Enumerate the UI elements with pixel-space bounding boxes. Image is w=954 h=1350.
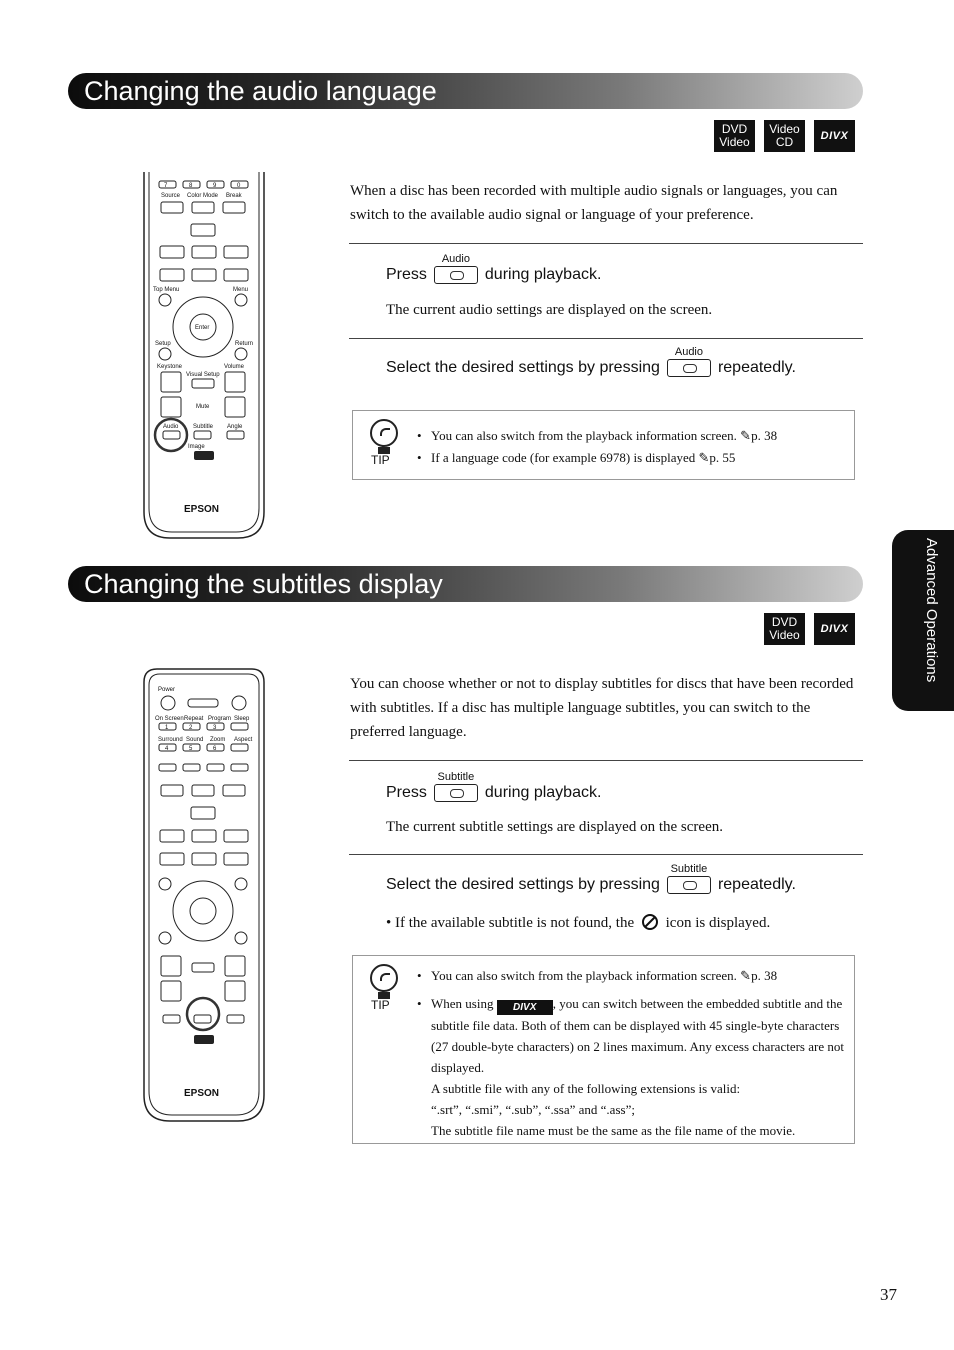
remote-control-illustration-subtitle <box>142 667 267 1127</box>
step-text: Press <box>386 266 427 283</box>
subtitle-button-icon <box>667 876 711 894</box>
tip-box-subtitle <box>352 955 855 1144</box>
subtitle-not-found-bullet: • If the available subtitle is not found, the icon is displayed. <box>386 915 771 931</box>
digit-6: 6 <box>213 746 217 752</box>
tip-lightbulb-icon <box>367 964 401 1012</box>
label-power: Power <box>158 687 176 693</box>
label-return: Return <box>235 341 254 347</box>
divider <box>349 760 863 761</box>
digit-2: 2 <box>189 725 193 731</box>
audio-key <box>667 346 711 377</box>
page-reference[interactable]: p. 38 <box>751 968 778 983</box>
remote-brand: EPSON <box>184 1088 220 1099</box>
bullet-text: If the available subtitle is not found, the <box>395 915 635 931</box>
tip-text: A subtitle file with any of the following extensions is valid: <box>431 1081 741 1096</box>
badge-line: DVD <box>771 615 798 629</box>
side-tab-label: Advanced Operations <box>923 538 940 683</box>
tip-box-audio <box>352 410 855 480</box>
step-note-subtitle: The current subtitle settings are displayed on the screen. <box>386 819 723 835</box>
badge-line: Video <box>769 628 800 642</box>
step-select-subtitle <box>386 863 796 894</box>
step-text: repeatedly. <box>717 359 796 376</box>
tip-text: The subtitle file name must be the same as the file name of the movie. <box>431 1123 796 1138</box>
audio-button-icon <box>667 359 711 377</box>
subtitle-button-icon <box>434 784 478 802</box>
label-enter: Enter <box>195 325 210 331</box>
section-title-subtitles: Changing the subtitles display <box>68 566 863 602</box>
reference-pen-icon: ✎ <box>740 969 752 984</box>
label-subtitle: Subtitle <box>193 424 214 430</box>
divider <box>349 854 863 855</box>
label-zoom: Zoom <box>210 737 226 743</box>
digit-4: 4 <box>165 746 169 752</box>
page-reference[interactable]: p. 38 <box>751 428 778 443</box>
step-text: during playback. <box>484 784 602 801</box>
badge-line: Video <box>719 135 750 149</box>
badge-divx <box>814 613 855 645</box>
side-tab-advanced-operations <box>892 530 954 711</box>
tip-text: “.srt”, “.smi”, “.sub”, “.ssa” and “.ass”; <box>431 1102 635 1117</box>
tip-item <box>417 447 848 469</box>
label-visual-setup: Visual Setup <box>186 372 220 378</box>
tip-text: You can also switch from the playback information screen. <box>431 428 737 443</box>
label-volume: Volume <box>224 364 245 370</box>
digit-1: 1 <box>165 725 169 731</box>
step-text: Press <box>386 784 427 801</box>
step-press-subtitle <box>386 771 601 802</box>
subtitle-key-label: Subtitle <box>437 771 475 783</box>
label-repeat: Repeat <box>184 716 204 722</box>
intro-audio: When a disc has been recorded with multiple audio signals or languages, you can switch to the available audio signal or language of your preference. <box>350 183 838 223</box>
badge-line: DIVX <box>820 622 849 635</box>
step-note-audio: The current audio settings are displayed on the screen. <box>386 302 713 318</box>
label-program: Program <box>208 716 232 722</box>
tip-text: When using <box>431 996 494 1011</box>
label-angle: Angle <box>227 424 243 430</box>
divider <box>349 243 863 244</box>
label-keystone: Keystone <box>157 364 183 370</box>
remote-brand: EPSON <box>184 504 220 515</box>
digit-9: 9 <box>213 183 217 189</box>
label-audio: Audio <box>163 424 179 430</box>
step-text: repeatedly. <box>717 876 796 893</box>
tip-text: You can also switch from the playback information screen. <box>431 968 737 983</box>
tip-text: If a language code (for example 6978) is displayed <box>431 450 696 465</box>
digit-0: 0 <box>237 183 241 189</box>
digit-3: 3 <box>213 725 217 731</box>
divider <box>349 338 863 339</box>
tip-label: TIP <box>371 453 390 467</box>
label-surround: Surround <box>158 737 183 743</box>
step-select-audio <box>386 346 796 377</box>
tip-lightbulb-icon <box>367 419 401 467</box>
page-reference[interactable]: p. 55 <box>709 450 736 465</box>
step-press-audio <box>386 253 601 284</box>
page-number: 37 <box>880 1285 897 1304</box>
badge-divx <box>814 120 855 152</box>
tip-item <box>417 965 848 987</box>
label-setup: Setup <box>155 341 171 347</box>
label-color-mode: Color Mode <box>187 193 219 199</box>
divx-logo-icon: DIVX <box>497 1000 553 1015</box>
label-break: Break <box>226 193 242 199</box>
badge-line: Video <box>769 122 800 136</box>
reference-pen-icon: ✎ <box>740 429 752 444</box>
tip-item <box>417 993 848 1141</box>
intro-subtitles: You can choose whether or not to display subtitles for discs that have been recorded with subtitles. If a disc has multiple language subtitles, you can switch to the preferred language. <box>350 676 854 740</box>
digit-8: 8 <box>189 183 193 189</box>
section-title-audio: Changing the audio language <box>68 73 863 109</box>
badge-dvd-video <box>764 613 805 645</box>
remote-control-illustration-audio <box>142 172 267 542</box>
audio-button-icon <box>434 266 478 284</box>
subtitle-key <box>434 771 478 802</box>
label-menu: Menu <box>233 287 249 293</box>
step-text: during playback. <box>484 266 602 283</box>
label-sound: Sound <box>186 737 204 743</box>
audio-key <box>434 253 478 284</box>
step-text: Select the desired settings by pressing <box>386 876 660 893</box>
badge-line: DIVX <box>820 129 849 142</box>
label-aspect: Aspect <box>234 737 253 743</box>
step-text: Select the desired settings by pressing <box>386 359 660 376</box>
label-mute: Mute <box>196 404 210 410</box>
label-image: Image <box>188 444 205 450</box>
audio-key-label: Audio <box>441 253 470 265</box>
tip-item <box>417 425 848 447</box>
badge-video-cd <box>764 120 805 152</box>
label-source: Source <box>161 193 181 199</box>
prohibited-icon <box>641 913 659 931</box>
badge-line: DVD <box>721 122 748 136</box>
label-on-screen: On Screen <box>155 716 184 722</box>
reference-pen-icon: ✎ <box>698 451 710 466</box>
digit-5: 5 <box>189 746 193 752</box>
highlight-subtitle-button <box>187 998 219 1030</box>
bullet-text: icon is displayed. <box>665 915 771 931</box>
tip-text: , you can switch between the embedded subtitle and the subtitle file data. Both of them can be displayed with 45 single-byte characters (27 double-byte characters) on 2 lines maximum. Any excess characters are not displayed. <box>431 996 844 1075</box>
subtitle-key <box>667 863 711 894</box>
audio-key-label: Audio <box>674 346 703 358</box>
label-top-menu: Top Menu <box>153 287 180 293</box>
label-sleep: Sleep <box>234 716 250 722</box>
subtitle-key-label: Subtitle <box>670 863 708 875</box>
tip-label: TIP <box>371 998 390 1012</box>
badge-line: CD <box>775 135 794 149</box>
badge-dvd-video <box>714 120 755 152</box>
digit-7: 7 <box>164 183 168 189</box>
